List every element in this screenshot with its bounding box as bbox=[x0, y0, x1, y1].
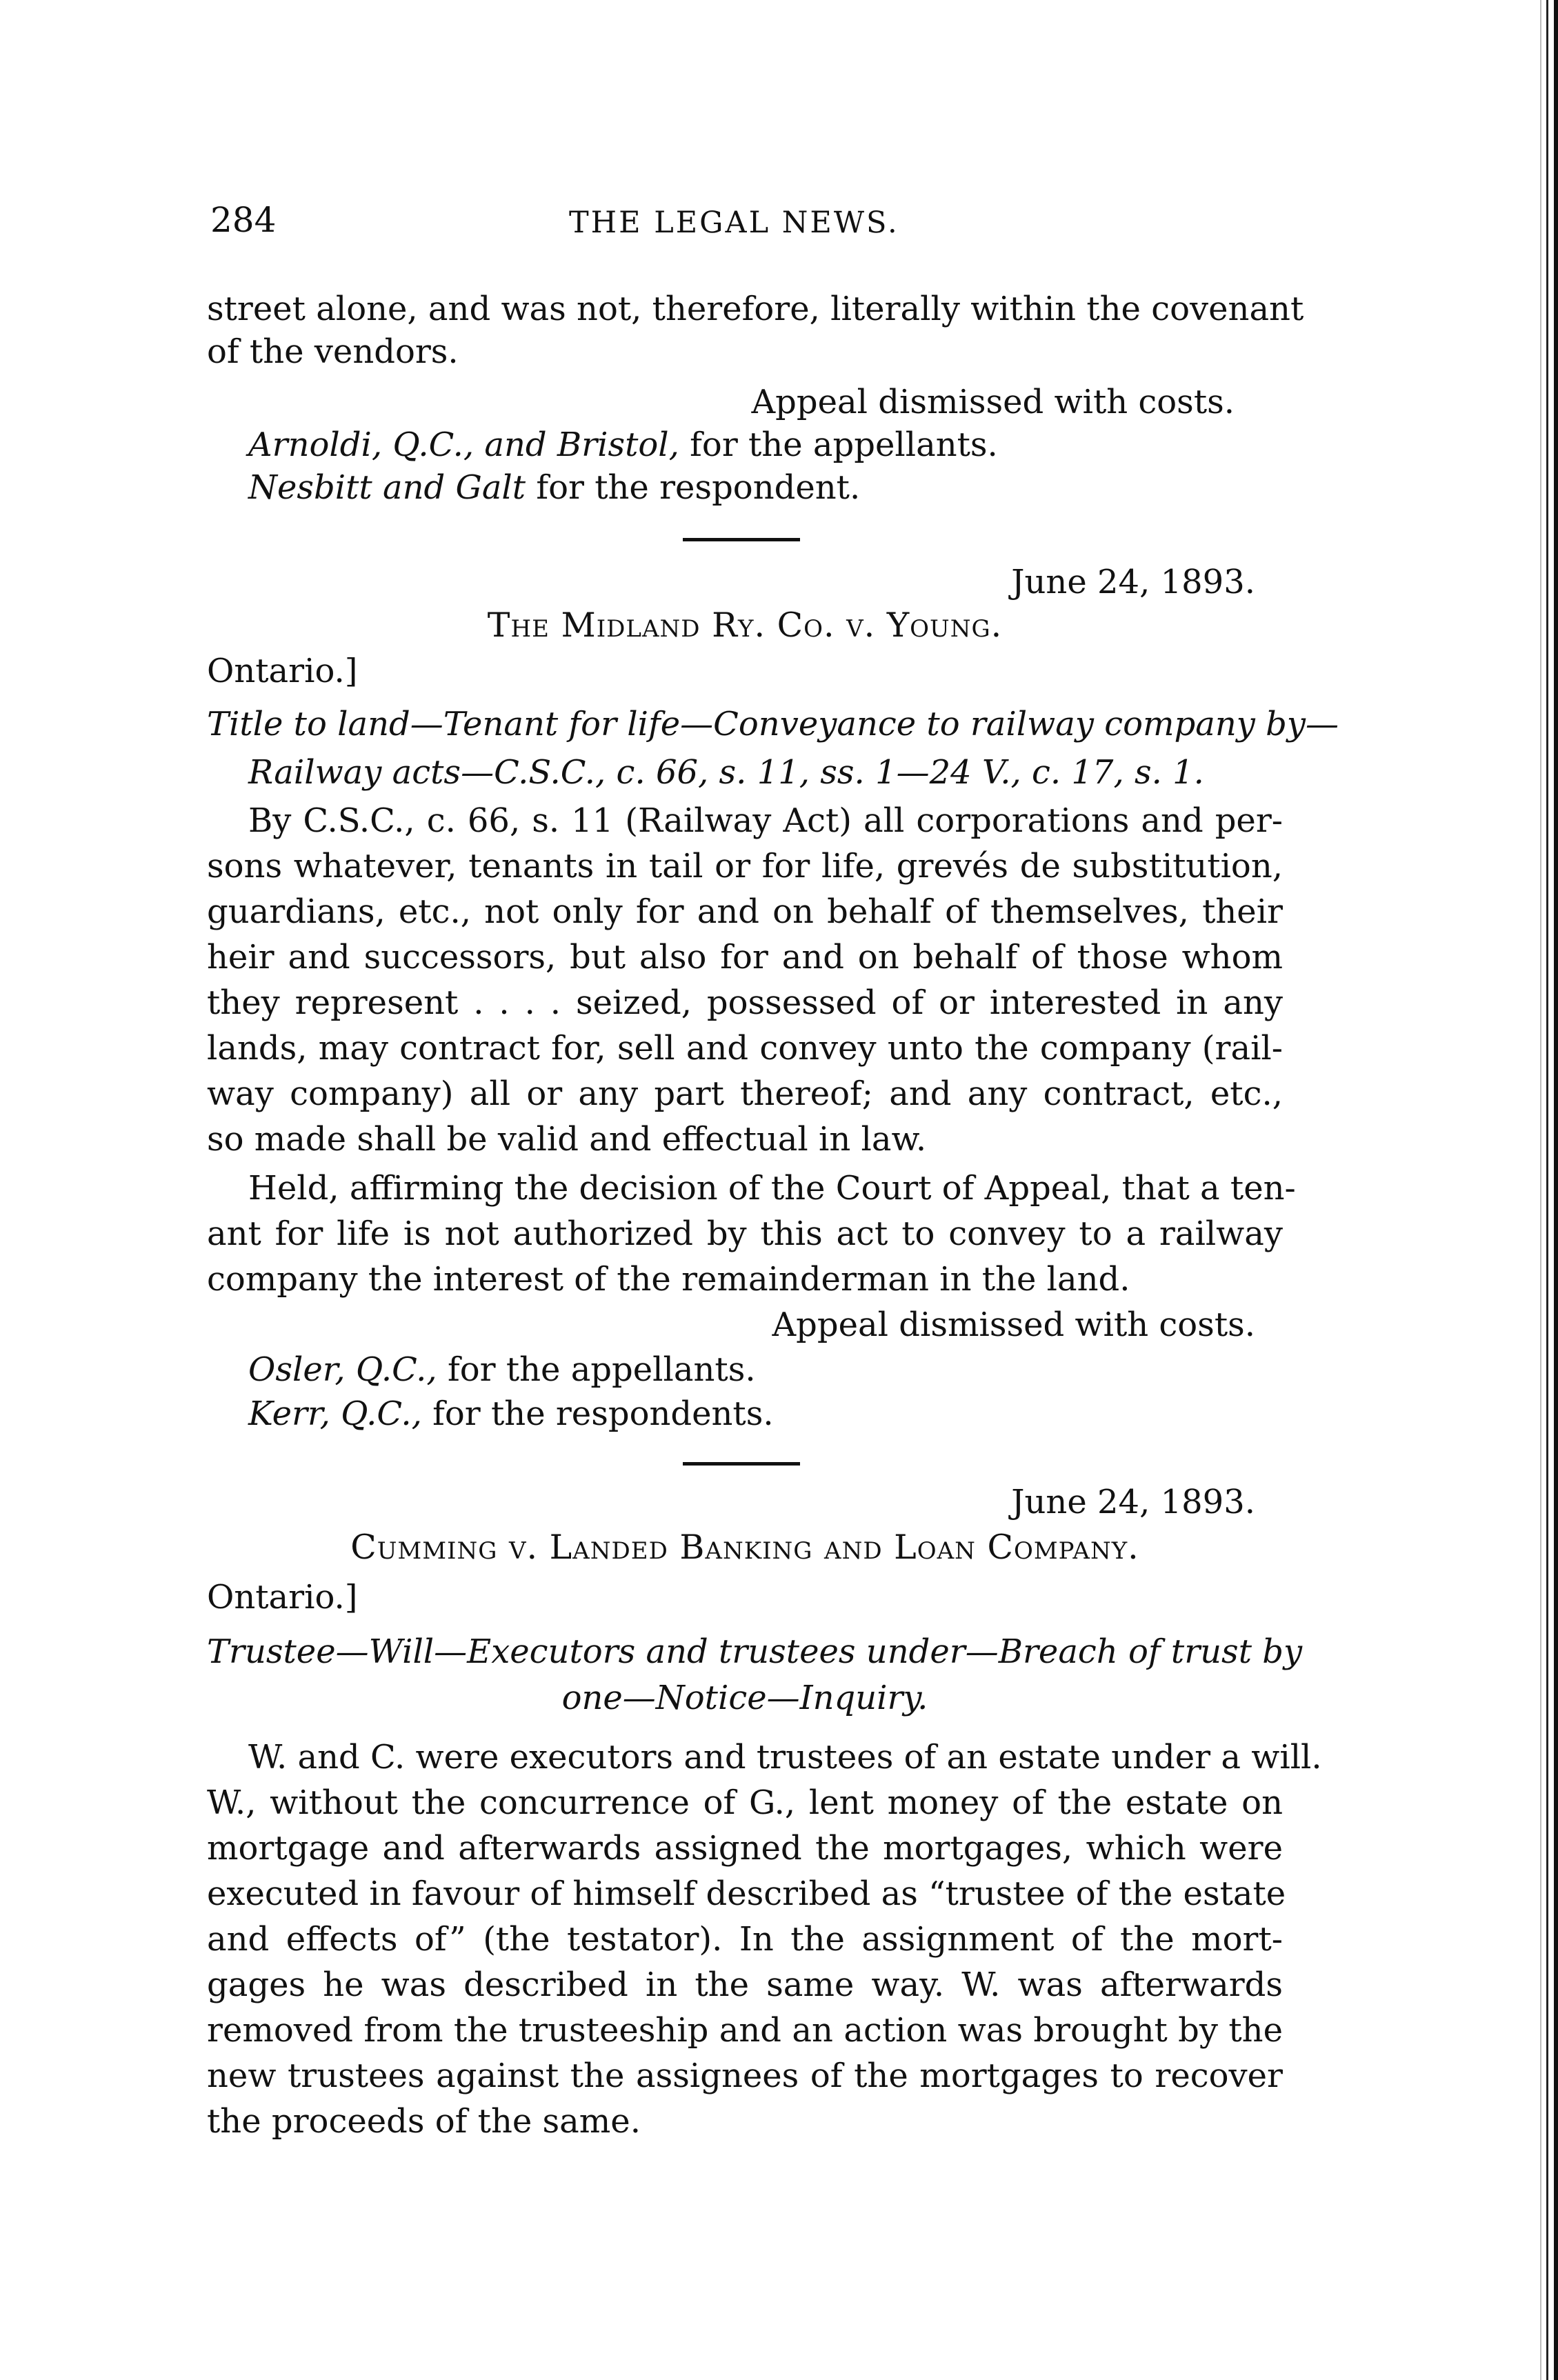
counsel-names: Osler, Q.C., bbox=[248, 1350, 437, 1389]
headnote-line: Trustee—Will—Executors and trustees under—Breach of trust by bbox=[207, 1632, 1303, 1671]
jurisdiction: Ontario.] bbox=[207, 652, 358, 690]
case-date: June 24, 1893. bbox=[1011, 563, 1255, 601]
counsel-names: Nesbitt and Galt bbox=[248, 468, 526, 507]
text-line: street alone, and was not, therefore, literally within the covenant bbox=[207, 290, 1304, 328]
counsel-role: for the respondent. bbox=[536, 468, 861, 507]
counsel-line bbox=[248, 468, 860, 507]
counsel-names: Arnoldi, Q.C., and Bristol, bbox=[248, 426, 679, 464]
statute-line: sons whatever, tenants in tail or for life, grevés de substitution, bbox=[207, 847, 1283, 886]
body-line: mortgage and afterwards assigned the mortgages, which were bbox=[207, 1829, 1283, 1868]
body-line: the proceeds of the same. bbox=[207, 2102, 641, 2141]
statute-line: so made shall be valid and effectual in law. bbox=[207, 1120, 927, 1159]
section-rule bbox=[683, 538, 800, 541]
counsel-line bbox=[248, 426, 998, 464]
page-number: 284 bbox=[210, 200, 277, 240]
statute-line: they represent . . . . seized, possessed of or interested in any bbox=[207, 983, 1283, 1022]
page-header bbox=[210, 200, 1286, 255]
counsel-names: Kerr, Q.C., bbox=[248, 1394, 422, 1433]
statute-line: By C.S.C., c. 66, s. 11 (Railway Act) all corporations and per- bbox=[248, 801, 1283, 840]
counsel-role: for the appellants. bbox=[447, 1350, 756, 1389]
statute-line: lands, may contract for, sell and convey unto the company (rail- bbox=[207, 1029, 1283, 1068]
body-line: W. and C. were executors and trustees of an estate under a will. bbox=[248, 1738, 1322, 1777]
running-title: THE LEGAL NEWS. bbox=[569, 206, 899, 240]
body-line: W., without the concurrence of G., lent money of the estate on bbox=[207, 1783, 1283, 1822]
body-line: removed from the trusteeship and an action was brought by the bbox=[207, 2011, 1283, 2050]
disposition: Appeal dismissed with costs. bbox=[751, 383, 1235, 421]
held-line: ant for life is not authorized by this act to convey to a railway bbox=[207, 1214, 1283, 1253]
page-edge-shadow bbox=[1540, 0, 1541, 2380]
counsel-line bbox=[248, 1394, 774, 1433]
text-line: of the vendors. bbox=[207, 332, 459, 371]
headnote-line: Railway acts—C.S.C., c. 66, s. 11, ss. 1—24 V., c. 17, s. 1. bbox=[248, 753, 1204, 792]
held-line: company the interest of the remainderman in the land. bbox=[207, 1260, 1130, 1299]
jurisdiction: Ontario.] bbox=[207, 1578, 358, 1617]
statute-line: way company) all or any part thereof; and any contract, etc., bbox=[207, 1074, 1283, 1113]
statute-line: heir and successors, but also for and on behalf of those whom bbox=[207, 938, 1283, 977]
disposition: Appeal dismissed with costs. bbox=[772, 1306, 1255, 1344]
body-line: new trustees against the assignees of the mortgages to recover bbox=[207, 2057, 1283, 2095]
counsel-role: for the appellants. bbox=[690, 426, 998, 464]
headnote-line: Title to land—Tenant for life—Conveyance to railway company by— bbox=[207, 705, 1339, 743]
page-edge-inner bbox=[1546, 0, 1548, 2380]
counsel-line bbox=[248, 1350, 756, 1389]
statute-line: guardians, etc., not only for and on behalf of themselves, their bbox=[207, 892, 1283, 931]
case-date: June 24, 1893. bbox=[1011, 1483, 1255, 1521]
counsel-role: for the respondents. bbox=[432, 1394, 774, 1433]
case-title: Cumming v. Landed Banking and Loan Company. bbox=[350, 1528, 1139, 1567]
case-title: The Midland Ry. Co. v. Young. bbox=[487, 606, 1003, 645]
section-rule bbox=[683, 1462, 800, 1466]
held-line: Held, affirming the decision of the Court of Appeal, that a ten- bbox=[248, 1169, 1296, 1208]
body-line: and effects of” (the testator). In the assignment of the mort- bbox=[207, 1920, 1283, 1959]
body-line: executed in favour of himself described as “trustee of the estate bbox=[207, 1874, 1286, 1913]
body-line: gages he was described in the same way. W. was afterwards bbox=[207, 1966, 1283, 2004]
headnote-line: one—Notice—Inquiry. bbox=[561, 1679, 928, 1717]
page-edge bbox=[1554, 0, 1558, 2380]
